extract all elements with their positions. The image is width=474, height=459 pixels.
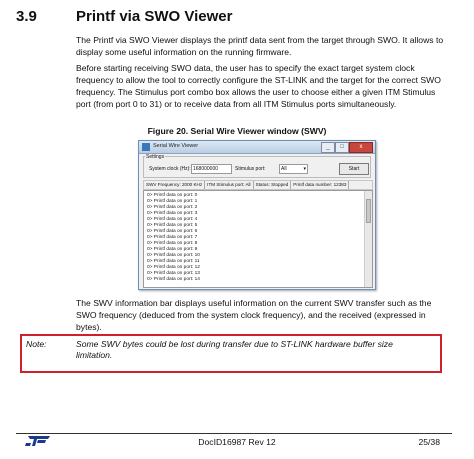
minimize-icon: _ xyxy=(321,142,335,153)
settings-label: Settings xyxy=(146,154,165,160)
output-line: 0> Printf data on port: 8 xyxy=(147,241,198,246)
output-line: 0> Printf data on port: 2 xyxy=(147,205,198,210)
section-title: Printf via SWO Viewer xyxy=(76,8,233,25)
maximize-icon: □ xyxy=(335,142,349,153)
clock-field: 168000000 xyxy=(191,164,232,174)
port-value: All xyxy=(281,166,287,172)
port-label: Stimulus port: xyxy=(235,166,266,172)
window-title-bar xyxy=(139,141,375,154)
scroll-thumb xyxy=(366,199,371,223)
start-button: Start xyxy=(339,163,369,175)
paragraph-info-bar: The SWV information bar displays useful information on the current SWV transfer such as the SWO frequency (deduced from the system clock frequency), and the received (expressed in bytes). xyxy=(76,298,432,332)
info-port: ITM Stimulus port: All xyxy=(205,181,253,189)
paragraph-setup: Before starting receiving SWO data, the user has to specify the exact target system clock frequency to allow the tool to correctly configure the ST-LINK and the target for the correct SWO frequency. The Stimulus port combo box allows the user to choose either a given ITM Stimulus port (from port 0 to 31) or to receive data from all ITM Stimulus ports simultaneously. xyxy=(76,63,441,109)
info-status: Status: Stopped xyxy=(254,181,292,189)
close-icon: x xyxy=(349,142,373,153)
chevron-down-icon: ▾ xyxy=(303,166,306,172)
output-line: 0> Printf data on port: 13 xyxy=(147,271,200,276)
swv-window-screenshot xyxy=(138,140,376,290)
output-line: 0> Printf data on port: 10 xyxy=(147,253,200,258)
output-line: 0> Printf data on port: 11 xyxy=(147,259,200,264)
port-select xyxy=(279,164,308,174)
output-line: 0> Printf data on port: 4 xyxy=(147,217,198,222)
output-line: 0> Printf data on port: 5 xyxy=(147,223,198,228)
output-line: 0> Printf data on port: 9 xyxy=(147,247,198,252)
output-line: 0> Printf data on port: 6 xyxy=(147,229,198,234)
output-line: 0> Printf data on port: 1 xyxy=(147,199,198,204)
note-label: Note: xyxy=(26,339,47,349)
output-line: 0> Printf data on port: 12 xyxy=(147,265,200,270)
info-frequency: SWV Frequency: 2000 KHz xyxy=(144,181,205,189)
paragraph-intro: The Printf via SWO Viewer displays the printf data sent from the target through SWO. It allows to display some useful information on the running firmware. xyxy=(76,35,444,57)
note-text: Some SWV bytes could be lost during transfer due to ST-LINK hardware buffer size limitation. xyxy=(76,339,393,360)
scrollbar xyxy=(364,191,372,287)
doc-id: DocID16987 Rev 12 xyxy=(198,437,276,447)
figure-caption: Figure 20. Serial Wire Viewer window (SWV) xyxy=(147,126,327,136)
output-line: 0> Printf data on port: 0 xyxy=(147,193,198,198)
output-line: 0> Printf data on port: 7 xyxy=(147,235,198,240)
app-icon xyxy=(142,143,150,151)
output-area xyxy=(143,190,373,288)
output-line: 0> Printf data on port: 14 xyxy=(147,277,200,282)
clock-label: System clock (Hz): xyxy=(149,166,191,172)
output-line: 0> Printf data on port: 3 xyxy=(147,211,198,216)
footer-divider xyxy=(16,433,452,434)
info-data-number: Printf data number: 12383 xyxy=(291,181,349,189)
page-number: 25/38 xyxy=(418,437,440,447)
swv-info-bar xyxy=(143,180,373,190)
section-number: 3.9 xyxy=(16,8,37,25)
window-title: Serial Wire Viewer xyxy=(153,143,199,149)
